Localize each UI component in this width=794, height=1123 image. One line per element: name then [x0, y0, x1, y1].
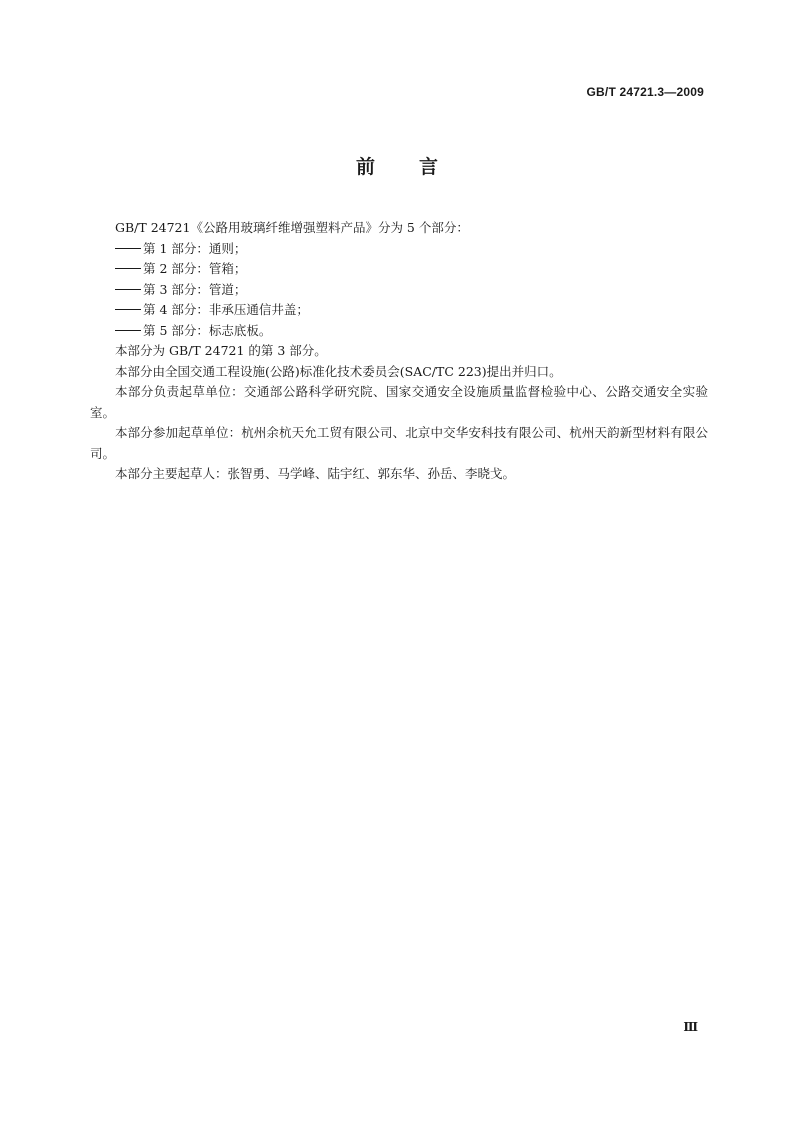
part-label: 第 2 部分：管箱；	[143, 261, 247, 276]
part-list-item	[90, 321, 708, 342]
part-list-item	[90, 239, 708, 260]
title-char-2: 言	[419, 156, 439, 178]
drafting-unit-paragraph: 本部分负责起草单位：交通部公路科学研究院、国家交通安全设施质量监督检验中心、公路交通安全实验室。	[90, 384, 708, 420]
em-dash	[115, 330, 141, 331]
part-label: 第 1 部分：通则；	[143, 240, 247, 256]
page-number: Ⅲ	[683, 1020, 698, 1034]
page-title	[0, 152, 794, 179]
foreword-body	[90, 218, 708, 485]
intro-paragraph: GB/T 24721《公路用玻璃纤维增强塑料产品》分为 5 个部分：	[115, 220, 469, 235]
part-list-item	[90, 300, 708, 321]
part-statement-paragraph: 本部分为 GB/T 24721 的第 3 部分。	[115, 343, 327, 358]
drafters-paragraph: 本部分主要起草人：张智勇、马学峰、陆宇红、郭东华、孙岳、李晓戈。	[115, 466, 516, 481]
part-label: 第 3 部分：管道；	[143, 281, 247, 297]
em-dash	[115, 309, 141, 310]
participating-unit-paragraph: 本部分参加起草单位：杭州余杭天允工贸有限公司、北京中交华安科技有限公司、杭州天韵新型材料有限公司。	[90, 425, 708, 461]
title-char-1: 前	[355, 156, 375, 178]
standard-code: GB/T 24721.3—2009	[586, 85, 704, 99]
part-label: 第 5 部分：标志底板。	[143, 322, 272, 338]
proposer-paragraph: 本部分由全国交通工程设施(公路)标准化技术委员会(SAC/TC 223)提出并归口。	[115, 363, 562, 379]
em-dash	[115, 268, 141, 269]
part-list-item	[90, 280, 708, 301]
part-list-item	[90, 259, 708, 280]
em-dash	[115, 289, 141, 290]
em-dash	[115, 248, 141, 249]
part-label: 第 4 部分：非承压通信井盖；	[143, 302, 309, 317]
